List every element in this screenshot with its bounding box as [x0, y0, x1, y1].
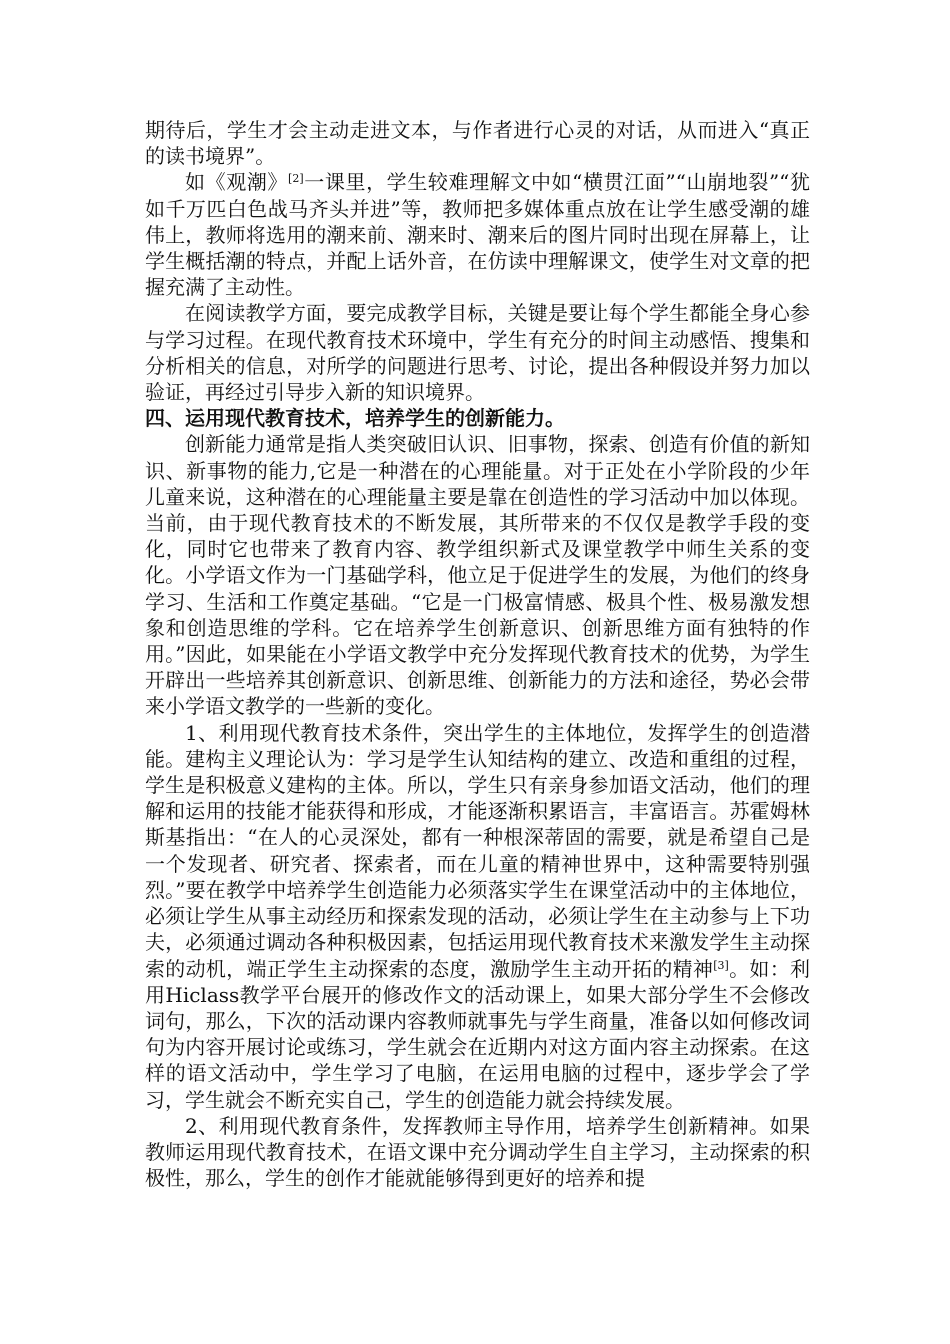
paragraph-point-2: 2、利用现代教育条件，发挥教师主导作用，培养学生创新精神。如果教师运用现代教育技术，在语文课中充分调动学生自主学习，主动探索的积极性，那么，学生的创作才能就能够得到更好的培养和提: [145, 1113, 810, 1191]
paragraph-point-1-text-b: 。如：利用Hiclass教学平台展开的修改作文的活动课上，如果大部分学生不会修改词句，那么，下次的活动课内容教师就事先与学生商量，准备以如何修改词句为内容开展讨论或练习，学生就会在近期内对这方面内容主动探索。在这样的语文活动中，学生学习了电脑，在运用电脑的过程中，逐步学会了学习，学生就会不断充实自己，学生的创造能力就会持续发展。: [145, 956, 811, 1112]
paragraph-innovation-ability: 创新能力通常是指人类突破旧认识、旧事物，探索、创造有价值的新知识、新事物的能力,它是一种潜在的心理能量。对于正处在小学阶段的少年儿童来说，这种潜在的心理能量主要是靠在创造性的学习活动中加以体现。当前，由于现代教育技术的不断发展，其所带来的不仅仅是教学手段的变化，同时它也带来了教育内容、教学组织新式及课堂教学中师生关系的变化。小学语文作为一门基础学科，他立足于促进学生的发展，为他们的终身学习、生活和工作奠定基础。“它是一门极富情感、极具个性、极易激发想象和创造思维的学科。它在培养学生创新意识、创新思维方面有独特的作用。”因此，如果能在小学语文教学中充分发挥现代教育技术的优势，为学生开辟出一些培养其创新意识、创新思维、创新能力的方法和途径，势必会带来小学语文教学的一些新的变化。: [145, 432, 810, 719]
paragraph-point-1-text-a: 1、利用现代教育技术条件，突出学生的主体地位，发挥学生的创造潜能。建构主义理论认为：学习是学生认知结构的建立、改造和重组的过程，学生是积极意义建构的主体。所以，学生只有亲身参加语文活动，他们的理解和运用的技能才能获得和形成，才能逐渐积累语言，丰富语言。苏霍姆林斯基指出：“在人的心灵深处，都有一种根深蒂固的需要，就是希望自己是一个发现者、研究者、探索者，而在儿童的精神世界中，这种需要特别强烈。”要在教学中培养学生创造能力必须落实学生在课堂活动中的主体地位，必须让学生从事主动经历和探索发现的活动，必须让学生在主动参与上下功夫，必须通过调动各种积极因素，包括运用现代教育技术来激发学生主动探索的动机，端正学生主动探索的态度，激励学生主动开拓的精神: [145, 720, 810, 981]
paragraph-guanchao-text-a: 如《观潮》: [185, 170, 289, 195]
citation-ref-2: [2]: [288, 172, 304, 186]
paragraph-point-1: [145, 720, 810, 1113]
citation-ref-3: [3]: [713, 958, 729, 972]
paragraph-guanchao-text-b: 一课里，学生较难理解文中如“横贯江面”“山崩地裂”“犹如千万匹白色战马齐头并进”等，教师把多媒体重点放在让学生感受潮的雄伟上，教师将选用的潮来前、潮来时、潮来后的图片同时出现在屏幕上，让学生概括潮的特点，并配上话外音，在仿读中理解课文，使学生对文章的把握充满了主动性。: [145, 170, 810, 300]
document-page: [145, 117, 810, 1191]
section-heading-4: 四、运用现代教育技术，培养学生的创新能力。: [145, 406, 565, 431]
paragraph-continued: 期待后，学生才会主动走进文本，与作者进行心灵的对话，从而进入“真正的读书境界”。: [145, 118, 810, 169]
paragraph-guanchao: [145, 169, 810, 300]
paragraph-reading-teaching: 在阅读教学方面，要完成教学目标，关键是要让每个学生都能全身心参与学习过程。在现代教育技术环境中，学生有充分的时间主动感悟、搜集和分析相关的信息，对所学的问题进行思考、讨论，提出各种假设并努力加以验证，再经过引导步入新的知识境界。: [145, 301, 810, 405]
